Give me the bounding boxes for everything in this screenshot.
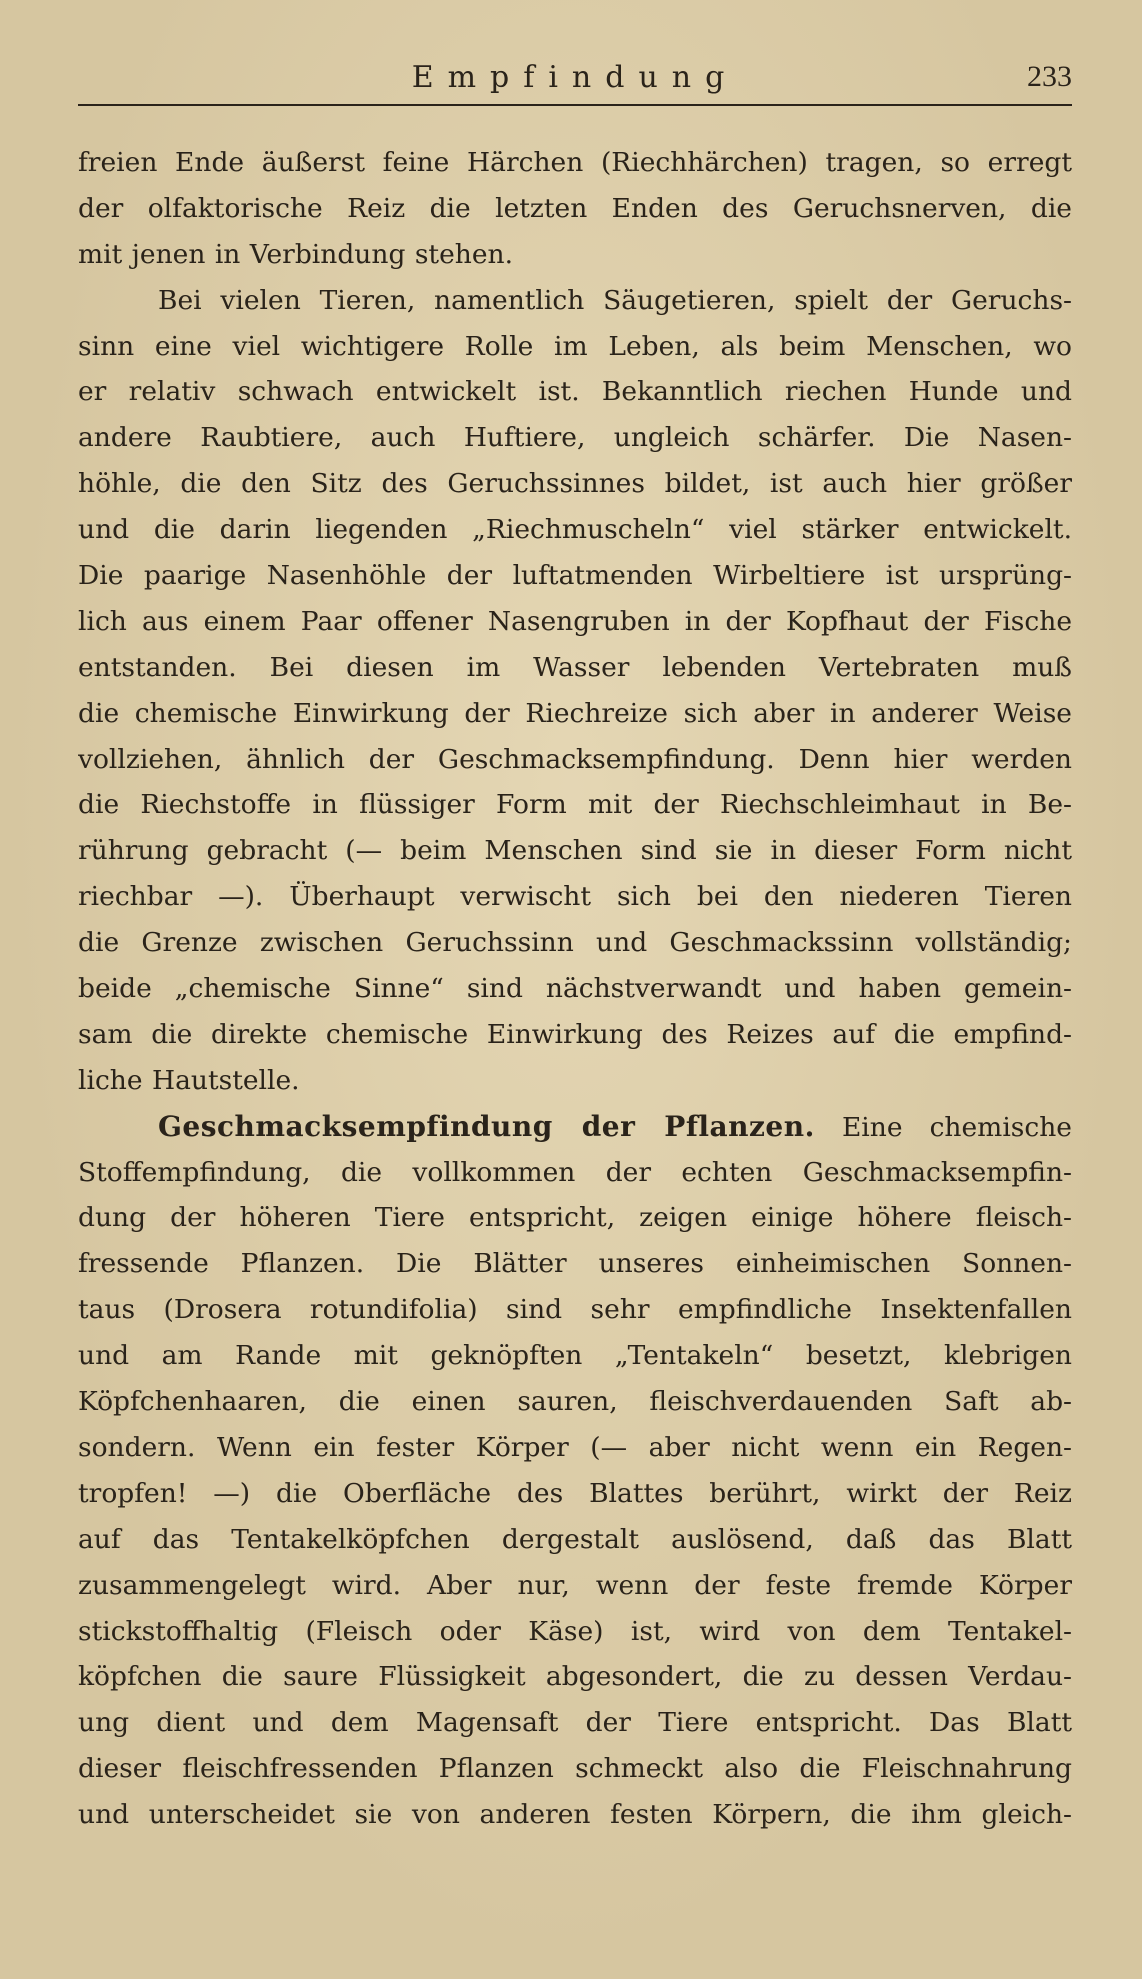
text-line: andere Raubtiere, auch Huftiere, ungleich schärfer. Die Nasen- — [78, 422, 1072, 454]
text-line: die chemische Einwirkung der Riechreize sich aber in anderer Weise — [78, 697, 1072, 729]
text-fragment: Eine chemische — [841, 1111, 1072, 1143]
page-number: 233 — [1027, 60, 1072, 93]
text-line: Bei vielen Tieren, namentlich Säugetieren, spielt der Geruchs- — [158, 284, 1072, 316]
text-line: taus (Drosera rotundifolia) sind sehr empfindliche Insektenfallen — [78, 1294, 1072, 1326]
paragraph-3 — [78, 1104, 1072, 1838]
text-line: zusammengelegt wird. Aber nur, wenn der feste fremde Körper — [78, 1569, 1072, 1601]
text-line: lich aus einem Paar offener Nasengruben in der Kopfhaut der Fische — [78, 605, 1072, 637]
text-line: Die paarige Nasenhöhle der luftatmenden Wirbeltiere ist ursprüng- — [78, 560, 1072, 592]
text-line: köpfchen die saure Flüssigkeit abgesondert, die zu dessen Verdau- — [78, 1661, 1072, 1693]
text-line: sam die direkte chemische Einwirkung des Reizes auf die empfind- — [78, 1018, 1072, 1050]
text-line: und am Rande mit geknöpften „Tentakeln“ besetzt, klebrigen — [78, 1340, 1072, 1372]
text-line: riechbar —). Überhaupt verwischt sich bei den niederen Tieren — [78, 881, 1072, 913]
paragraph-2 — [78, 278, 1072, 1104]
text-line: höhle, die den Sitz des Geruchssinnes bildet, ist auch hier größer — [78, 468, 1072, 500]
text-line: entstanden. Bei diesen im Wasser lebenden Vertebraten muß — [78, 651, 1072, 683]
text-line: Köpfchenhaaren, die einen sauren, fleischverdauenden Saft ab- — [78, 1386, 1072, 1418]
text-line: stickstoffhaltig (Fleisch oder Käse) ist, wird von dem Tentakel- — [78, 1615, 1072, 1647]
text-line: ung dient und dem Magensaft der Tiere entspricht. Das Blatt — [78, 1707, 1072, 1739]
text-line: mit jenen in Verbindung stehen. — [78, 238, 514, 270]
text-line: fressende Pflanzen. Die Blätter unseres einheimischen Sonnen- — [78, 1248, 1072, 1280]
header-rule — [78, 104, 1072, 106]
text-line: der olfaktorische Reiz die letzten Enden des Geruchsnerven, die — [78, 192, 1072, 224]
heading-line — [78, 1104, 1072, 1150]
running-head: Empfindung — [411, 60, 739, 95]
text-line: dung der höheren Tiere entspricht, zeigen einige höhere fleisch- — [78, 1202, 1072, 1234]
text-line: rührung gebracht (— beim Menschen sind sie in dieser Form nicht — [78, 835, 1072, 867]
text-line: Stoffempfindung, die vollkommen der echten Geschmacksempfin- — [78, 1156, 1072, 1188]
text-line: liche Hautstelle. — [78, 1064, 300, 1096]
text-line: und die darin liegenden „Riechmuscheln“ viel stärker entwickelt. — [78, 514, 1072, 546]
paragraph-1 — [78, 140, 1072, 278]
text-line: sinn eine viel wichtigere Rolle im Leben, als beim Menschen, wo — [78, 330, 1072, 362]
section-heading: Geschmacksempfindung der Pflanzen. — [158, 1109, 815, 1143]
text-line: freien Ende äußerst feine Härchen (Riechhärchen) tragen, so erregt — [78, 147, 1072, 178]
text-line: tropfen! —) die Oberfläche des Blattes berührt, wirkt der Reiz — [78, 1477, 1072, 1509]
text-line: auf das Tentakelköpfchen dergestalt auslösend, daß das Blatt — [78, 1523, 1072, 1555]
text-line: und unterscheidet sie von anderen festen Körpern, die ihm gleich- — [78, 1799, 1072, 1831]
text-line: sondern. Wenn ein fester Körper (— aber nicht wenn ein Regen- — [78, 1431, 1072, 1463]
body-text — [78, 140, 1072, 1838]
text-line: die Grenze zwischen Geruchssinn und Geschmackssinn vollständig; — [78, 927, 1072, 959]
text-line: dieser fleischfressenden Pflanzen schmeckt also die Fleischnahrung — [78, 1753, 1072, 1785]
text-line: er relativ schwach entwickelt ist. Bekanntlich riechen Hunde und — [78, 376, 1072, 408]
text-line: beide „chemische Sinne“ sind nächstverwandt und haben gemein- — [78, 973, 1072, 1005]
page-header — [78, 56, 1072, 104]
text-line: die Riechstoffe in flüssiger Form mit der Riechschleimhaut in Be- — [78, 789, 1072, 821]
text-line: vollziehen, ähnlich der Geschmacksempfindung. Denn hier werden — [78, 743, 1072, 775]
